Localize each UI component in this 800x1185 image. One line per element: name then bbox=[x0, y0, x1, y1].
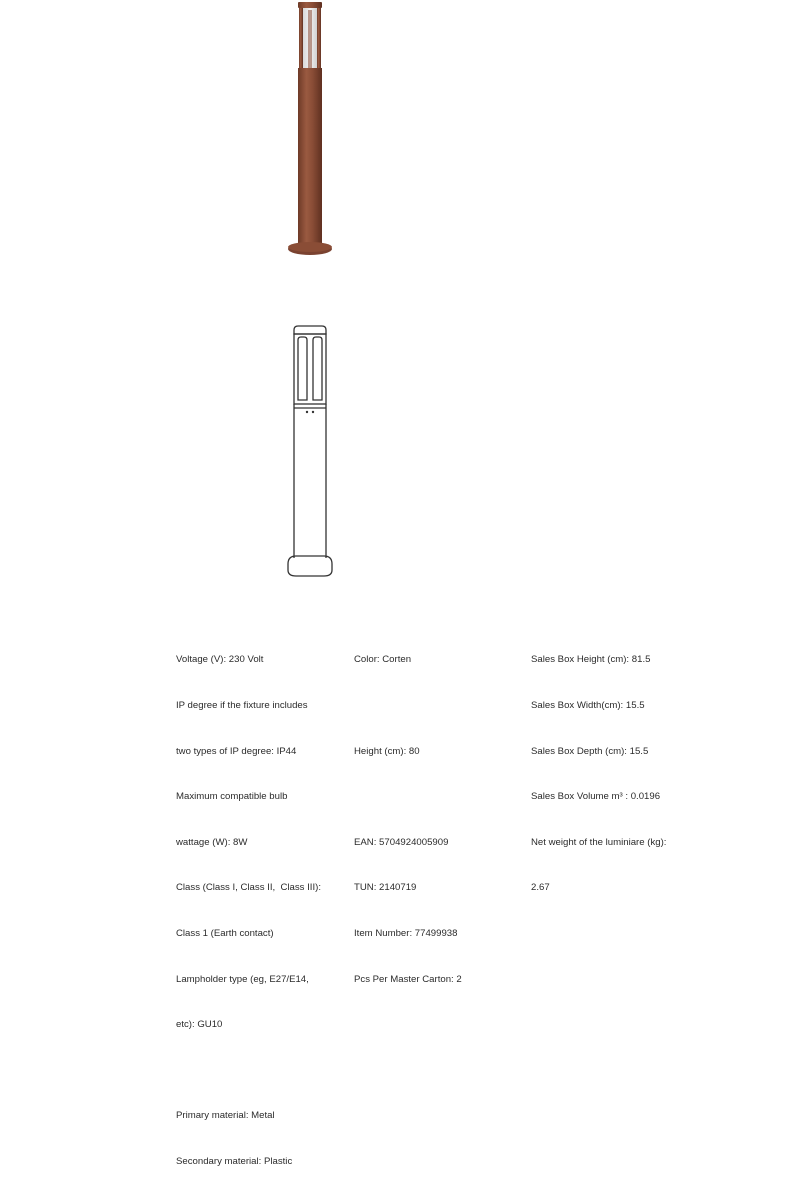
spec-line: Class 1 (Earth contact) bbox=[176, 928, 274, 940]
spec-line: Item Number: 77499938 bbox=[354, 928, 458, 940]
spec-line: Sales Box Depth (cm): 15.5 bbox=[531, 745, 649, 757]
spec-line: Color: Corten bbox=[354, 654, 412, 666]
spec-line: Class (Class I, Class II, Class III): bbox=[176, 882, 321, 894]
line-drawing bbox=[280, 318, 340, 588]
spec-line: Height (cm): 80 bbox=[354, 745, 420, 757]
spec-column-electrical bbox=[176, 622, 346, 1185]
spec-line: Sales Box Height (cm): 81.5 bbox=[531, 654, 651, 666]
spec-line: Primary material: Metal bbox=[176, 1110, 275, 1122]
spec-line: etc): GU10 bbox=[176, 1019, 223, 1031]
spec-line: TUN: 2140719 bbox=[354, 882, 417, 894]
spec-line: EAN: 5704924005909 bbox=[354, 836, 449, 848]
spec-column-product bbox=[354, 622, 524, 1002]
spec-spacer bbox=[354, 789, 524, 804]
spec-line: Secondary material: Plastic bbox=[176, 1156, 293, 1168]
spec-column-packaging bbox=[531, 622, 721, 911]
spec-spacer bbox=[176, 1063, 346, 1078]
spec-line: Sales Box Volume m³ : 0.0196 bbox=[531, 791, 661, 803]
spec-line: Lampholder type (eg, E27/E14, bbox=[176, 973, 309, 985]
spec-line: wattage (W): 8W bbox=[176, 836, 248, 848]
spec-line: Pcs Per Master Carton: 2 bbox=[354, 973, 462, 985]
product-photo bbox=[280, 0, 340, 260]
spec-line: IP degree if the fixture includes bbox=[176, 700, 308, 712]
spec-line: Voltage (V): 230 Volt bbox=[176, 654, 264, 666]
spec-line: 2.67 bbox=[531, 882, 550, 894]
spec-line: two types of IP degree: IP44 bbox=[176, 745, 297, 757]
spec-spacer bbox=[354, 698, 524, 713]
spec-line: Maximum compatible bulb bbox=[176, 791, 288, 803]
spec-line: Sales Box Width(cm): 15.5 bbox=[531, 700, 645, 712]
spec-line: Net weight of the luminiare (kg): bbox=[531, 836, 667, 848]
